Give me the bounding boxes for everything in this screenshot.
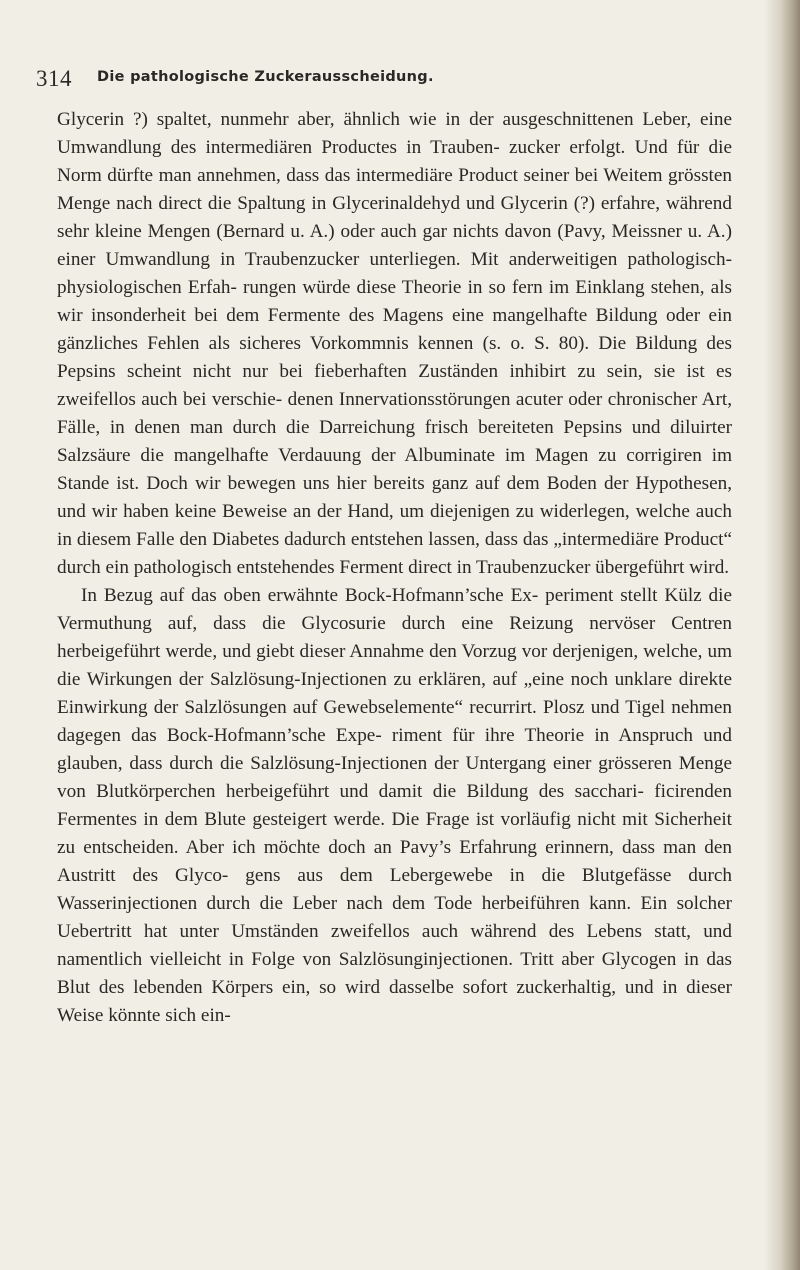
page-header xyxy=(36,66,736,98)
body-text xyxy=(57,106,732,1030)
running-head: Die pathologische Zuckerausscheidung. xyxy=(97,69,434,85)
paragraph-2: In Bezug auf das oben erwähnte Bock-Hofmann’sche Ex- periment stellt Külz die Vermuthung auf, dass die Glycosurie durch eine Reizung nervöser Centren herbeigeführt werde, und giebt dieser Annahme den Vorzug vor derjenigen, welche, um die Wirkungen der Salzlösung-Injectionen zu erklären, auf „eine noch unklare direkte Einwirkung der Salzlösungen auf Gewebselemente“ recurrirt. Plosz und Tigel nehmen dagegen das Bock-Hofmann’sche Expe- riment für ihre Theorie in Anspruch und glauben, dass durch die Salzlösung-Injectionen der Untergang einer grösseren Menge von Blutkörperchen herbeigeführt und damit die Bildung des sacchari- ficirenden Fermentes in dem Blute gesteigert werde. Die Frage ist vorläufig nicht mit Sicherheit zu entscheiden. Aber ich möchte doch an Pavy’s Erfahrung erinnern, dass man den Austritt des Glyco- gens aus dem Lebergewebe in die Blutgefässe durch Wasserinjectionen durch die Leber nach dem Tode herbeiführen kann. Ein solcher Uebertritt hat unter Umständen zweifellos auch während des Lebens statt, und namentlich vielleicht in Folge von Salzlösunginjectionen. Tritt aber Glycogen in das Blut des lebenden Körpers ein, so wird dasselbe sofort zuckerhaltig, und in dieser Weise könnte sich ein- xyxy=(57,585,732,1026)
page-number: 314 xyxy=(36,66,72,91)
paragraph-1: Glycerin ?) spaltet, nunmehr aber, ähnlich wie in der ausgeschnittenen Leber, eine Umwandlung des intermediären Productes in Trauben- zucker erfolgt. Und für die Norm dürfte man annehmen, dass das intermediäre Product seiner bei Weitem grössten Menge nach direct die Spaltung in Glycerinaldehyd und Glycerin (?) erfahre, während sehr kleine Mengen (Bernard u. A.) oder auch gar nichts davon (Pavy, Meissner u. A.) einer Umwandlung in Traubenzucker unterliegen. Mit anderweitigen pathologisch-physiologischen Erfah- rungen würde diese Theorie in so fern im Einklang stehen, als wir insonderheit bei dem Fermente des Magens eine mangelhafte Bildung oder ein gänzliches Fehlen als sicheres Vorkommnis kennen (s. o. S. 80). Die Bildung des Pepsins scheint nicht nur bei fieberhaften Zuständen inhibirt zu sein, sie ist es zweifellos auch bei verschie- denen Innervationsstörungen acuter oder chronischer Art, Fälle, in denen man durch die Darreichung frisch bereiteten Pepsins und diluirter Salzsäure die mangelhafte Verdauung der Albuminate im Magen zu corrigiren im Stande ist. Doch wir bewegen uns hier bereits ganz auf dem Boden der Hypothesen, und wir haben keine Beweise an der Hand, um diejenigen zu widerlegen, welche auch in diesem Falle den Diabetes dadurch entstehen lassen, dass das „intermediäre Product“ durch ein pathologisch entstehendes Ferment direct in Traubenzucker übergeführt wird. xyxy=(57,109,732,578)
page-edge-shadow xyxy=(764,0,800,1270)
